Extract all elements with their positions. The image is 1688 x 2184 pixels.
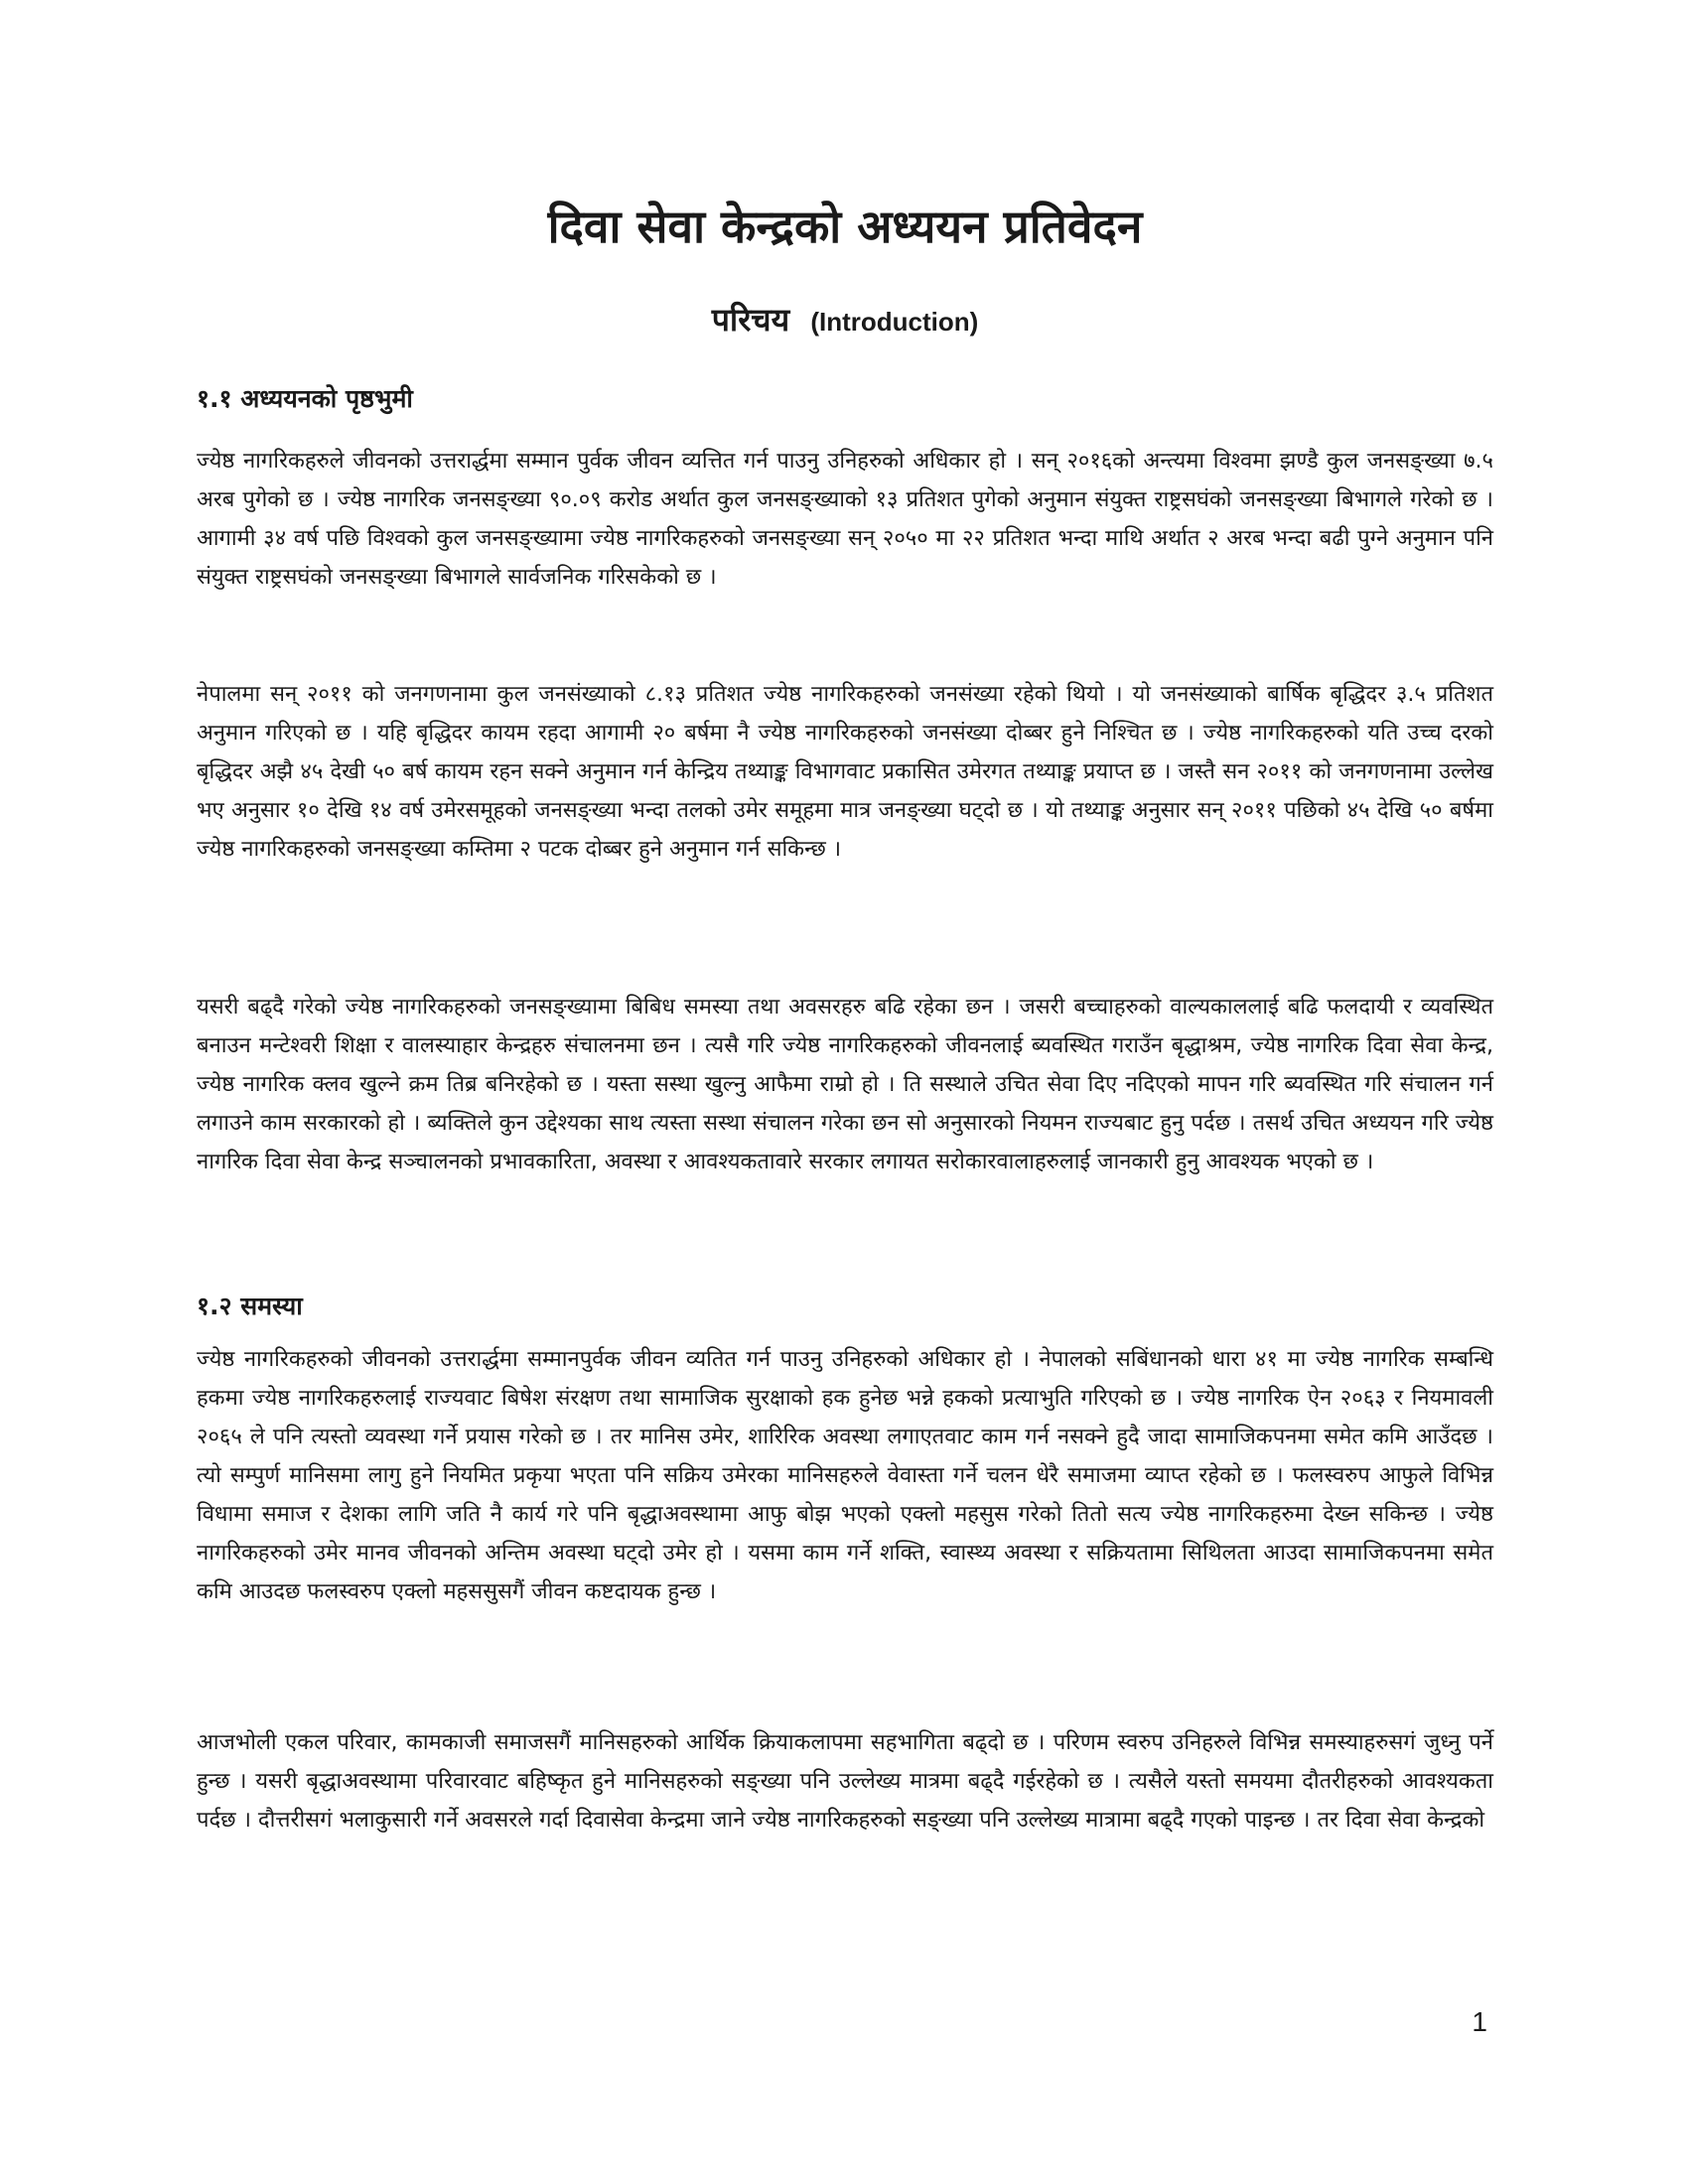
paragraph-background-1: ज्येष्ठ नागरिकहरुले जीवनको उत्तरार्द्धमा सम्मान पुर्वक जीवन व्यत्तित गर्न पाउनु उनिहरुको अधिकार हो । सन् २०१६को अन्त्यमा विश्वमा झण्डै कुल जनसङ्ख्या ७.५ अरब पुगेको छ । ज्येष्ठ नागरिक जनसङ्ख्या ९०.०९ करोड अर्थात कुल जनसङ्ख्याको १३ प्रतिशत पुगेको अनुमान संयुक्त राष्ट्रसघंको जनसङ्ख्या बिभागले गरेको छ । आगामी ३४ वर्ष पछि विश्वको कुल जनसङ्ख्यामा ज्येष्ठ नागरिकहरुको जनसङ्ख्या सन् २०५० मा २२ प्रतिशत भन्दा माथि अर्थात २ अरब भन्दा बढी पुग्ने अनुमान पनि संयुक्त राष्ट्रसघंको जनसङ्ख्या बिभागले सार्वजनिक गरिसकेको छ । xyxy=(197,449,1493,590)
section-heading-1-1: १.१ अध्ययनको पृष्ठभुमी xyxy=(197,384,413,413)
subtitle-nepali: परिचय xyxy=(711,301,790,339)
document-page xyxy=(197,0,1493,2184)
paragraph-problem-1: ज्येष्ठ नागरिकहरुको जीवनको उत्तरार्द्धमा सम्मानपुर्वक जीवन व्यतित गर्न पाउनु उनिहरुको अधिकार हो । नेपालको सबिंधानको धारा ४१ मा ज्येष्ठ नागरिक सम्बन्धि हकमा ज्येष्ठ नागरिकहरुलाई राज्यवाट बिषेश संरक्षण तथा सामाजिक सुरक्षाको हक हुनेछ भन्ने हकको प्रत्याभुति गरिएको छ । ज्येष्ठ नागरिक ऐन २०६३ र नियमावली २०६५ ले पनि त्यस्तो व्यवस्था गर्ने प्रयास गरेको छ । तर मानिस उमेर, शारिरिक अवस्था लगाएतवाट काम गर्न नसक्ने हुदै जादा सामाजिकपनमा समेत कमि आउँदछ । त्यो सम्पुर्ण मानिसमा लागु हुने नियमित प्रकृया भएता पनि सक्रिय उमेरका मानिसहरुले वेवास्ता गर्ने चलन धेरै समाजमा व्याप्त रहेको छ । फलस्वरुप आफुले विभिन्न विधामा समाज र देशका लागि जति नै कार्य गरे पनि बृद्धाअवस्थामा आफु बोझ भएको एक्लो महसुस गरेको तितो सत्य ज्येष्ठ नागरिकहरुमा देख्न सकिन्छ । ज्येष्ठ नागरिकहरुको उमेर मानव जीवनको अन्तिम अवस्था घट्दो उमेर हो । यसमा काम गर्ने शक्ति, स्वास्थ्य अवस्था र सक्रियतामा सिथिलता आउदा सामाजिकपनमा समेत कमि आउदछ फलस्वरुप एक्लो महससुसगैं जीवन कष्टदायक हुन्छ । xyxy=(197,1347,1493,1604)
section-heading-1-2: १.२ समस्या xyxy=(197,1292,303,1320)
page-number: 1 xyxy=(1472,2006,1487,2037)
section-title-introduction xyxy=(197,298,1493,343)
document-title: दिवा सेवा केन्द्रको अध्ययन प्रतिवेदन xyxy=(547,200,1143,253)
paragraph-background-2: नेपालमा सन् २०११ को जनगणनामा कुल जनसंख्याको ८.१३ प्रतिशत ज्येष्ठ नागरिकहरुको जनसंख्या रहेको थियो । यो जनसंख्याको बार्षिक बृद्धिदर ३.५ प्रतिशत अनुमान गरिएको छ । यहि बृद्धिदर कायम रहदा आगामी २० बर्षमा नै ज्येष्ठ नागरिकहरुको जनसंख्या दोब्बर हुने निश्चित छ । ज्येष्ठ नागरिकहरुको यति उच्च दरको बृद्धिदर अझै ४५ देखी ५० बर्ष कायम रहन सक्ने अनुमान गर्न केन्द्रिय तथ्याङ्क विभागवाट प्रकासित उमेरगत तथ्याङ्क प्रयाप्त छ । जस्तै सन २०११ को जनगणनामा उल्लेख भए अनुसार १० देखि १४ वर्ष उमेरसमूहको जनसङ्ख्या भन्दा तलको उमेर समूहमा मात्र जनङ्ख्या घट्दो छ । यो तथ्याङ्क अनुसार सन् २०११ पछिको ४५ देखि ५० बर्षमा ज्येष्ठ नागरिकहरुको जनसङ्ख्या कम्तिमा २ पटक दोब्बर हुने अनुमान गर्न सकिन्छ । xyxy=(197,682,1493,862)
paragraph-problem-2: आजभोली एकल परिवार, कामकाजी समाजसगैं मानिसहरुको आर्थिक क्रियाकलापमा सहभागिता बढ्दो छ । परिणम स्वरुप उनिहरुले विभिन्न समस्याहरुसगं जुध्नु पर्ने हुन्छ । यसरी बृद्धाअवस्थामा परिवारवाट बहिष्कृत हुने मानिसहरुको सङ्ख्या पनि उल्लेख्य मात्रमा बढ्दै गईरहेको छ । त्यसैले यस्तो समयमा दौतरीहरुको आवश्यकता पर्दछ । दौत्तरीसगं भलाकुसारी गर्ने अवसरले गर्दा दिवासेवा केन्द्रमा जाने ज्येष्ठ नागरिकहरुको सङ्ख्या पनि उल्लेख्य मात्रामा बढ्दै गएको पाइन्छ । तर दिवा सेवा केन्द्रको xyxy=(197,1730,1493,1833)
subtitle-english: (Introduction) xyxy=(810,307,979,337)
paragraph-background-3: यसरी बढ्दै गरेको ज्येष्ठ नागरिकहरुको जनसङ्ख्यामा बिबिध समस्या तथा अवसरहरु बढि रहेका छन । जसरी बच्चाहरुको वाल्यकाललाई बढि फलदायी र व्यवस्थित बनाउन मन्टेश्वरी शिक्षा र वालस्याहार केन्द्रहरु संचालनमा छन । त्यसै गरि ज्येष्ठ नागरिकहरुको जीवनलाई ब्यवस्थित गराउँन बृद्धाश्रम, ज्येष्ठ नागरिक दिवा सेवा केन्द्र, ज्येष्ठ नागरिक क्लव खुल्ने क्रम तिब्र बनिरहेको छ । यस्ता सस्था खुल्नु आफैमा राम्रो हो । ति सस्थाले उचित सेवा दिए नदिएको मापन गरि ब्यवस्थित गरि संचालन गर्न लगाउने काम सरकारको हो । ब्यक्तिले कुन उद्देश्यका साथ त्यस्ता सस्था संचालन गरेका छन सो अनुसारको नियमन राज्यबाट हुनु पर्दछ । तसर्थ उचित अध्ययन गरि ज्येष्ठ नागरिक दिवा सेवा केन्द्र सञ्चालनको प्रभावकारिता, अवस्था र आवश्यकतावारे सरकार लगायत सरोकारवालाहरुलाई जानकारी हुनु आवश्यक भएको छ । xyxy=(197,995,1493,1174)
